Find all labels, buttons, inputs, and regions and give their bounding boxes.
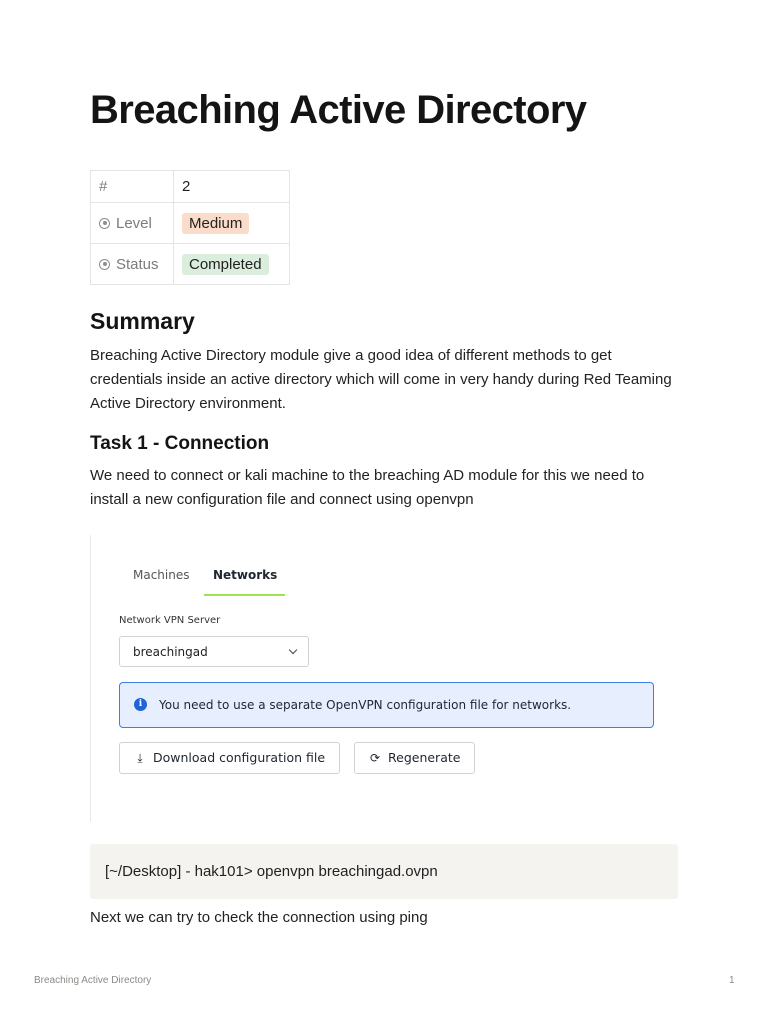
level-key-label: Level bbox=[116, 214, 152, 232]
select-property-icon bbox=[99, 218, 110, 229]
footer-page-number: 1 bbox=[729, 975, 735, 986]
tab-machines[interactable]: Machines bbox=[133, 568, 190, 582]
status-tag: Completed bbox=[182, 254, 269, 275]
vpn-server-value: breachingad bbox=[133, 645, 208, 659]
code-text: [~/Desktop] - hak101> openvpn breachingad.ovpn bbox=[105, 863, 438, 880]
summary-paragraph: Breaching Active Directory module give a good idea of different methods to get credentials inside an active directory which will come in very handy during Red Teaming Active Directory environment. bbox=[90, 347, 672, 412]
active-tab-underline bbox=[204, 594, 285, 596]
tab-networks[interactable]: Networks bbox=[213, 568, 278, 582]
status-key-label: Status bbox=[116, 255, 159, 273]
property-key-status bbox=[91, 244, 174, 285]
next-paragraph: Next we can try to check the connection using ping bbox=[90, 909, 428, 926]
code-block bbox=[90, 844, 678, 899]
info-alert bbox=[119, 682, 654, 728]
refresh-icon: ⟳ bbox=[369, 751, 381, 765]
summary-heading: Summary bbox=[90, 308, 195, 334]
property-key-number: # bbox=[91, 171, 174, 203]
property-value-number: 2 bbox=[174, 171, 290, 203]
download-icon: ⤓ bbox=[137, 751, 143, 765]
download-config-button[interactable] bbox=[119, 742, 340, 774]
info-icon: i bbox=[134, 698, 147, 711]
property-row-number bbox=[91, 171, 290, 203]
embedded-screenshot bbox=[90, 535, 679, 822]
status-property-icon bbox=[99, 259, 110, 270]
property-row-level bbox=[91, 203, 290, 244]
level-tag: Medium bbox=[182, 213, 249, 234]
chevron-down-icon bbox=[289, 646, 297, 654]
task1-paragraph: We need to connect or kali machine to the breaching AD module for this we need to install a new configuration file and connect using openvpn bbox=[90, 467, 645, 508]
footer-title: Breaching Active Directory bbox=[34, 975, 152, 986]
property-value-level[interactable] bbox=[174, 203, 290, 244]
property-key-level bbox=[91, 203, 174, 244]
vpn-server-select[interactable] bbox=[119, 636, 309, 667]
regenerate-button-label: Regenerate bbox=[388, 750, 461, 765]
alert-text: You need to use a separate OpenVPN configuration file for networks. bbox=[159, 698, 572, 712]
property-row-status bbox=[91, 244, 290, 285]
property-value-status[interactable] bbox=[174, 244, 290, 285]
vpn-server-label: Network VPN Server bbox=[119, 615, 221, 626]
page-title: Breaching Active Directory bbox=[90, 88, 587, 132]
properties-table bbox=[90, 170, 290, 285]
task1-heading: Task 1 - Connection bbox=[90, 433, 270, 454]
regenerate-button[interactable] bbox=[354, 742, 475, 774]
download-button-label: Download configuration file bbox=[153, 750, 326, 765]
